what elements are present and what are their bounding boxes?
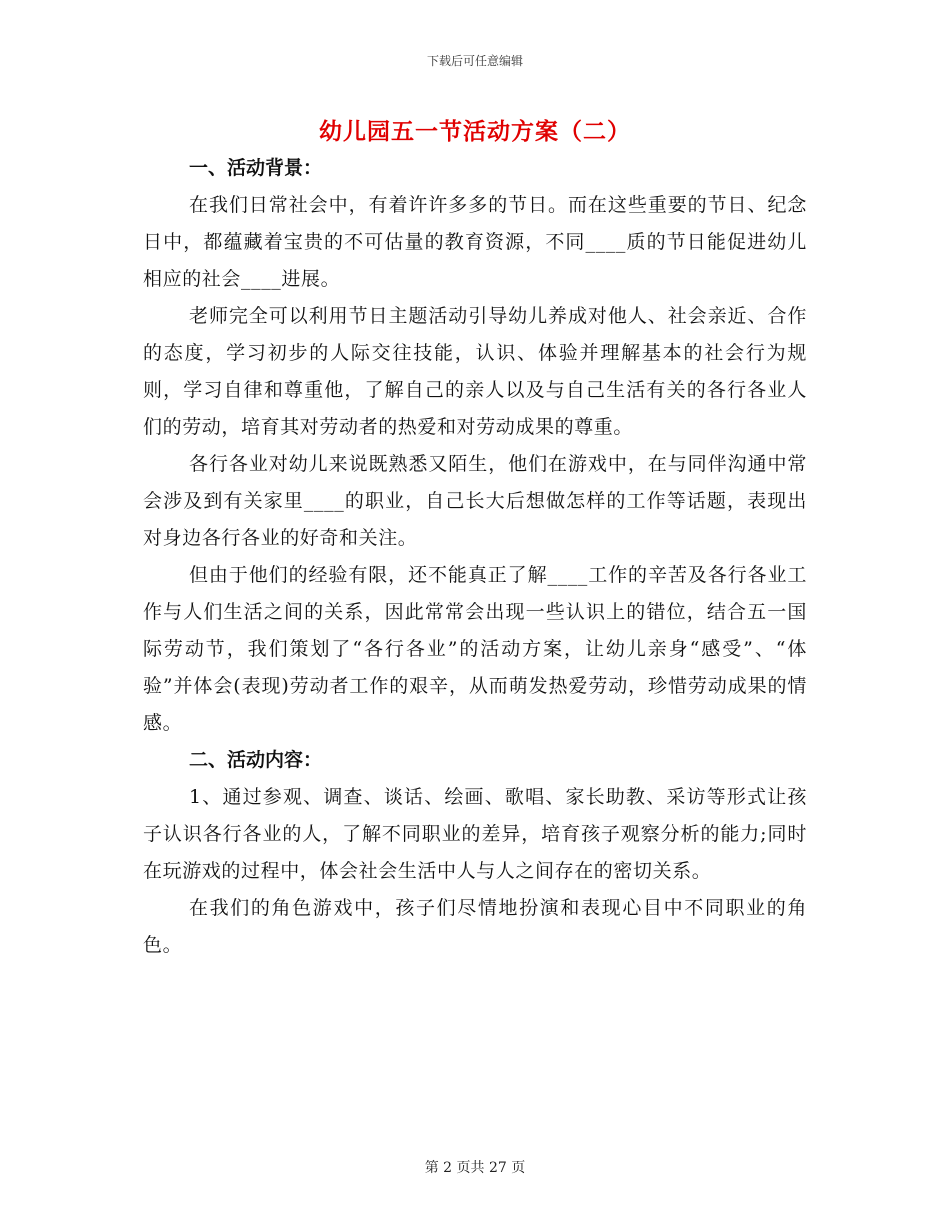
header-note: 下载后可任意编辑	[426, 54, 523, 68]
document-title: 幼儿园五一节活动方案（二）	[319, 118, 631, 145]
paragraph: 1、通过参观、调查、谈话、绘画、歌唱、家长助教、采访等形式让孩子认识各行各业的人，了解不同职业的差异，培育孩子观察分析的能力;同时在玩游戏的过程中，体会社会生活中人与人之间存在的密切关系。	[143, 786, 807, 882]
paragraph: 在我们的角色游戏中，孩子们尽情地扮演和表现心目中不同职业的角色。	[143, 897, 807, 956]
page-number: 第 2 页共 27 页	[424, 1160, 526, 1176]
section-heading: 二、活动内容：	[189, 749, 323, 771]
paragraph: 但由于他们的经验有限，还不能真正了解____工作的辛苦及各行各业工作与人们生活之间的关系，因此常常会出现一些认识上的错位，结合五一国际劳动节，我们策划了“各行各业”的活动方案，让幼儿亲身“感受”、“体验”并体会(表现)劳动者工作的艰辛，从而萌发热爱劳动，珍惜劳动成果的情感。	[143, 564, 807, 734]
paragraph: 老师完全可以利用节日主题活动引导幼儿养成对他人、社会亲近、合作的态度，学习初步的人际交往技能，认识、体验并理解基本的社会行为规则，学习自律和尊重他，了解自己的亲人以及与自己生活有关的各行各业人们的劳动，培育其对劳动者的热爱和对劳动成果的尊重。	[143, 305, 807, 438]
section-heading: 一、活动背景：	[189, 157, 323, 179]
document-body	[143, 150, 807, 964]
paragraph: 在我们日常社会中，有着许许多多的节日。而在这些重要的节日、纪念日中，都蕴藏着宝贵的不可估量的教育资源，不同____质的节日能促进幼儿相应的社会____进展。	[143, 194, 807, 290]
section-background	[143, 150, 807, 742]
paragraph: 各行各业对幼儿来说既熟悉又陌生，他们在游戏中，在与同伴沟通中常会涉及到有关家里____的职业，自己长大后想做怎样的工作等话题，表现出对身边各行各业的好奇和关注。	[143, 453, 807, 549]
section-content	[143, 742, 807, 964]
